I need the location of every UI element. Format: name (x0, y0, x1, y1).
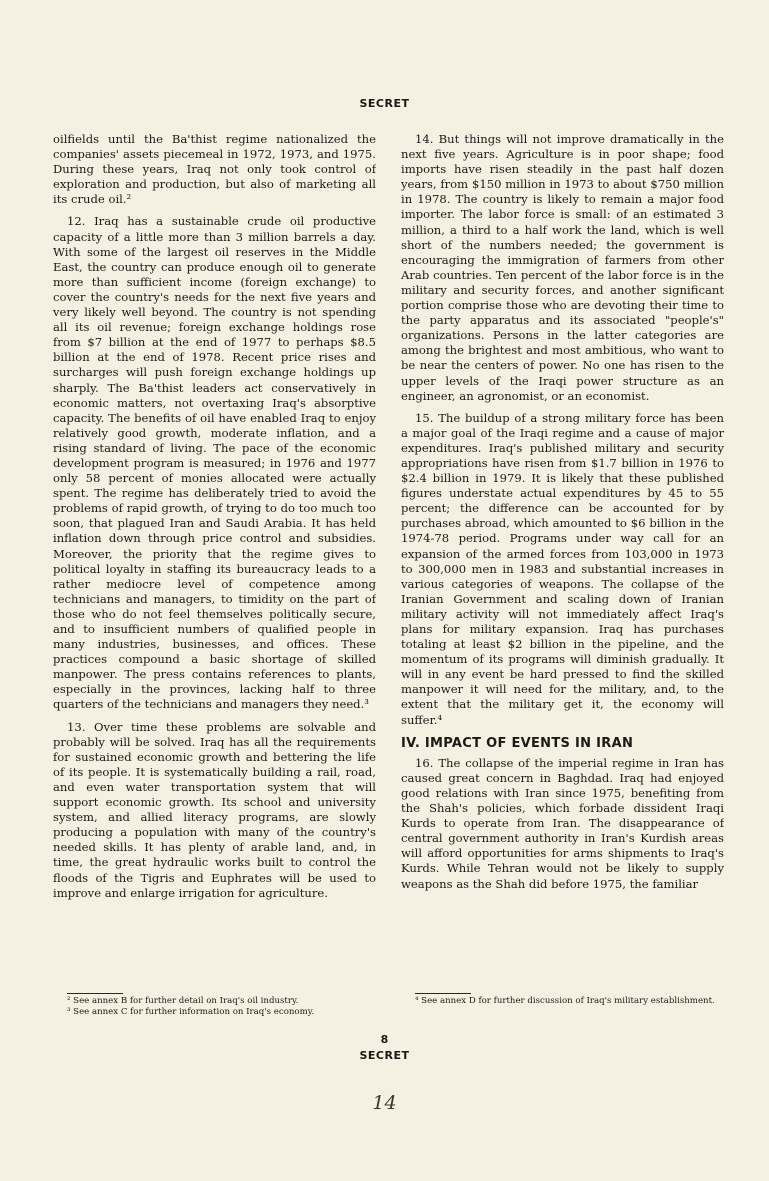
paragraph-13: 13. Over time these problems are solvable and probably will be solved. Iraq has all the requirements for sustained economic growth and bettering the life of its people. It is systematically building a rail, road, and even water transportation system that will support economic growth. Its school and university system, and allied literacy programs, are slowly producing a population with many of the country's needed skills. It has plenty of arable land, and, in time, the great hydraulic works built to control the floods of the Tigris and Euphrates will be used to improve and enlarge irrigation for agriculture. (53, 719, 376, 900)
footnote-rule (67, 993, 123, 994)
footnote-rule (415, 993, 471, 994)
footnote-2: ² See annex B for further detail on Iraq's oil industry. (67, 996, 299, 1006)
footnote-4: ⁴ See annex D for further discussion of Iraq's military establishment. (415, 996, 715, 1006)
paragraph-12: 12. Iraq has a sustainable crude oil productive capacity of a little more than 3 million barrels a day. With some of the largest oil reserves in the Middle East, the country can produce enough oil to generate more than sufficient income (foreign exchange) to cover the country's needs for the next five years and very likely well beyond. The country is not spending all its oil revenue; foreign exchange holdings rose from $7 billion at the end of 1977 to perhaps $8.5 billion at the end of 1978. Recent price rises and surcharges will push foreign exchange holdings up sharply. The Ba'thist leaders act conservatively in economic matters, not overtaxing Iraq's absorptive capacity. The benefits of oil have enabled Iraq to enjoy relatively good growth, moderate inflation, and a rising standard of living. The pace of the economic development program is measured; in 1976 and 1977 only 58 percent of monies allocated were actually spent. The regime has deliberately tried to avoid the problems of rapid growth, of trying to do too much too soon, that plagued Iran and Saudi Arabia. It has held inflation down through price control and subsidies. Moreover, the priority that the regime gives to political loyalty in staffing its bureaucracy leads to a rather mediocre level of competence among technicians and managers, to timidity on the part of those who do not feel themselves politically secure, and to insufficient numbers of qualified people in many industries, businesses, and offices. These practices compound a basic shortage of skilled manpower. The press contains references to plants, especially in the provinces, lacking half to three quarters of the technicians and managers they need.³ (53, 214, 376, 712)
section-heading: IV. IMPACT OF EVENTS IN IRAN (401, 735, 634, 751)
paragraph-14: 14. But things will not improve dramatically in the next five years. Agriculture is in poor shape; food imports have risen steadily in the past half dozen years, from $150 million in 1973 to about $750 million in 1978. The country is likely to remain a major food importer. The labor force is small: of an estimated 3 million, a third to a half work the land, which is well short of the numbers needed; the government is encouraging the immigration of farmers from other Arab countries. Ten percent of the labor force is in the military and security forces, and another significant portion comprise those who are devoting their time to the party apparatus and its associated "people's" organizations. Persons in the latter categories are among the brightest and most ambitious, who want to be near the centers of power. No one has risen to the upper levels of the Iraqi power structure as an engineer, an agronomist, or an economist. (401, 132, 724, 403)
left-column (53, 132, 376, 982)
paragraph-16: 16. The collapse of the imperial regime in Iran has caused great concern in Baghdad. Iraq had enjoyed good relations with Iran since 1975, benefiting from the Shah's policies, which forbade dissident Iraqi Kurds to operate from Iran. The disappearance of central government authority in Iran's Kurdish areas will afford opportunities for arms shipments to Iraq's Kurds. While Tehran would not be likely to supply weapons as the Shah did before 1975, the familiar (401, 755, 724, 891)
handwritten-page-number: 14 (372, 1092, 397, 1114)
header-classification: SECRET (359, 97, 410, 110)
page-number: 8 (380, 1033, 389, 1046)
right-column (401, 132, 724, 982)
footer-classification: SECRET (359, 1049, 410, 1062)
left-footnotes (53, 993, 376, 1018)
paragraph-11-continued: oilfields until the Ba'thist regime nationalized the companies' assets piecemeal in 1972, 1973, and 1975. During these years, Iraq not only took control of exploration and production, but also of marketing all its crude oil.² (53, 132, 376, 207)
paragraph-15: 15. The buildup of a strong military force has been a major goal of the Iraqi regime and a cause of major expenditures. Iraq's published military and security appropriations have risen from $1.7 billion in 1976 to $2.4 billion in 1979. It is likely that these published figures understate actual expenditures by 45 to 55 percent; the difference can be accounted for by purchases abroad, which amounted to $6 billion in the 1974-78 period. Programs under way call for an expansion of the armed forces from 103,000 in 1973 to 300,000 men in 1983 and substantial increases in various categories of weapons. The collapse of the Iranian Government and scaling down of Iranian military activity will not immediately affect Iraq's plans for military expansion. Iraq has purchases totaling at least $2 billion in the pipeline, and the momentum of its programs will diminish gradually. It will in any event be hard pressed to find the skilled manpower it will need for the military, and, to the extent that the military get it, the economy will suffer.⁴ (401, 410, 724, 727)
right-footnotes (401, 993, 724, 1007)
footnote-3: ³ See annex C for further information on Iraq's economy. (67, 1007, 315, 1017)
